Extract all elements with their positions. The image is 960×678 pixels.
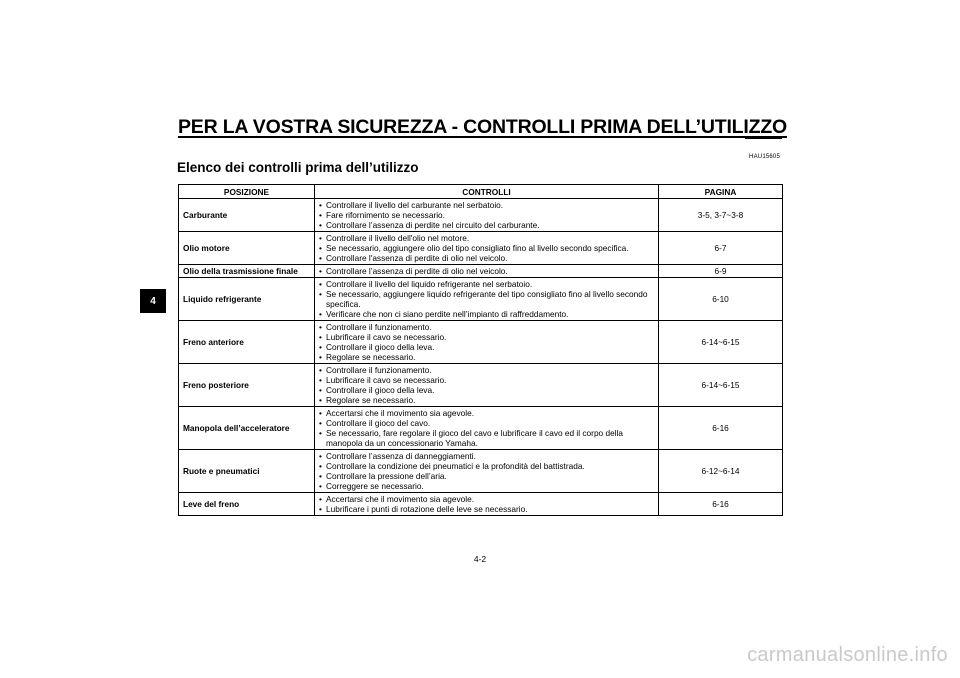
- check-item: • Controllare l'assenza di perdite di olio nel veicolo.: [319, 253, 654, 263]
- table-row: [179, 321, 783, 364]
- check-item: • Controllare il funzionamento.: [319, 365, 654, 375]
- row-position: Freno posteriore: [179, 364, 315, 407]
- row-checks: [315, 278, 659, 321]
- row-page: 6-14~6-15: [659, 364, 783, 407]
- check-item: • Controllare il livello del carburante nel serbatoio.: [319, 200, 654, 210]
- table-row: [179, 450, 783, 493]
- page-number: 4-2: [473, 554, 487, 564]
- check-item: • Controllare la condizione dei pneumatici e la profondità del battistrada.: [319, 461, 654, 471]
- row-checks: [315, 265, 659, 278]
- reference-code: HAU15605: [749, 154, 780, 160]
- check-item: • Controllare l’assenza di perdite nel circuito del carburante.: [319, 220, 654, 230]
- row-checks: [315, 450, 659, 493]
- table-body: [179, 199, 783, 516]
- row-page: 6-9: [659, 265, 783, 278]
- table-row: [179, 265, 783, 278]
- row-position: Olio della trasmissione finale: [179, 265, 315, 278]
- table-row: [179, 199, 783, 232]
- check-list: [319, 266, 654, 276]
- check-item: • Regolare se necessario.: [319, 352, 654, 362]
- table-row: [179, 493, 783, 516]
- table-row: [179, 232, 783, 265]
- check-list: [319, 200, 654, 230]
- row-position: Ruote e pneumatici: [179, 450, 315, 493]
- table-row: [179, 364, 783, 407]
- chapter-side-tab: 4: [140, 289, 166, 313]
- row-page: 3-5, 3-7~3-8: [659, 199, 783, 232]
- row-page: 6-7: [659, 232, 783, 265]
- row-page: 6-16: [659, 493, 783, 516]
- row-position: Carburante: [179, 199, 315, 232]
- row-position: Manopola dell’acceleratore: [179, 407, 315, 450]
- row-page: 6-16: [659, 407, 783, 450]
- check-item: • Lubrificare il cavo se necessario.: [319, 332, 654, 342]
- column-header-page: PAGINA: [659, 185, 783, 199]
- check-list: [319, 451, 654, 491]
- title-rule: [745, 138, 782, 139]
- check-item: • Se necessario, fare regolare il gioco del cavo e lubrificare il cavo ed il corpo della manopola da un concessionario Yamaha.: [319, 428, 654, 448]
- row-page: 6-14~6-15: [659, 321, 783, 364]
- check-item: • Lubrificare i punti di rotazione delle leve se necessario.: [319, 504, 654, 514]
- check-item: • Controllare il livello del liquido refrigerante nel serbatoio.: [319, 279, 654, 289]
- row-checks: [315, 321, 659, 364]
- chapter-title: PER LA VOSTRA SICUREZZA - CONTROLLI PRIMA DELL’UTILIZZO: [178, 116, 788, 138]
- section-heading: Elenco dei controlli prima dell’utilizzo: [177, 160, 419, 175]
- check-list: [319, 494, 654, 514]
- row-page: 6-12~6-14: [659, 450, 783, 493]
- row-position: Olio motore: [179, 232, 315, 265]
- row-position: Freno anteriore: [179, 321, 315, 364]
- check-list: [319, 408, 654, 448]
- check-item: • Regolare se necessario.: [319, 395, 654, 405]
- check-item: • Correggere se necessario.: [319, 481, 654, 491]
- row-position: Leve del freno: [179, 493, 315, 516]
- check-item: • Controllare il gioco della leva.: [319, 385, 654, 395]
- row-checks: [315, 407, 659, 450]
- check-list: [319, 279, 654, 319]
- column-header-checks: CONTROLLI: [315, 185, 659, 199]
- row-checks: [315, 364, 659, 407]
- check-item: • Fare rifornimento se necessario.: [319, 210, 654, 220]
- check-item: • Controllare il gioco del cavo.: [319, 418, 654, 428]
- pre-ride-checklist-table: [178, 184, 783, 516]
- table-header-row: [179, 185, 783, 199]
- check-item: • Controllare l’assenza di danneggiamenti.: [319, 451, 654, 461]
- row-checks: [315, 199, 659, 232]
- check-item: • Controllare la pressione dell’aria.: [319, 471, 654, 481]
- check-item: • Se necessario, aggiungere liquido refrigerante del tipo consigliato fino al livello secondo specifica.: [319, 289, 654, 309]
- row-position: Liquido refrigerante: [179, 278, 315, 321]
- check-item: • Controllare il funzionamento.: [319, 322, 654, 332]
- check-list: [319, 322, 654, 362]
- check-item: • Verificare che non ci siano perdite nell’impianto di raffreddamento.: [319, 309, 654, 319]
- check-item: • Controllare l’assenza di perdite di olio nel veicolo.: [319, 266, 654, 276]
- check-item: • Controllare il gioco della leva.: [319, 342, 654, 352]
- column-header-position: POSIZIONE: [179, 185, 315, 199]
- check-list: [319, 365, 654, 405]
- check-list: [319, 233, 654, 263]
- table-row: [179, 407, 783, 450]
- check-item: • Controllare il livello dell'olio nel motore.: [319, 233, 654, 243]
- table-row: [179, 278, 783, 321]
- row-checks: [315, 493, 659, 516]
- watermark: carmanualsonline.info: [747, 644, 948, 666]
- row-checks: [315, 232, 659, 265]
- check-item: • Accertarsi che il movimento sia agevole.: [319, 408, 654, 418]
- check-item: • Se necessario, aggiungere olio del tipo consigliato fino al livello secondo specifica.: [319, 243, 654, 253]
- row-page: 6-10: [659, 278, 783, 321]
- check-item: • Lubrificare il cavo se necessario.: [319, 375, 654, 385]
- check-item: • Accertarsi che il movimento sia agevole.: [319, 494, 654, 504]
